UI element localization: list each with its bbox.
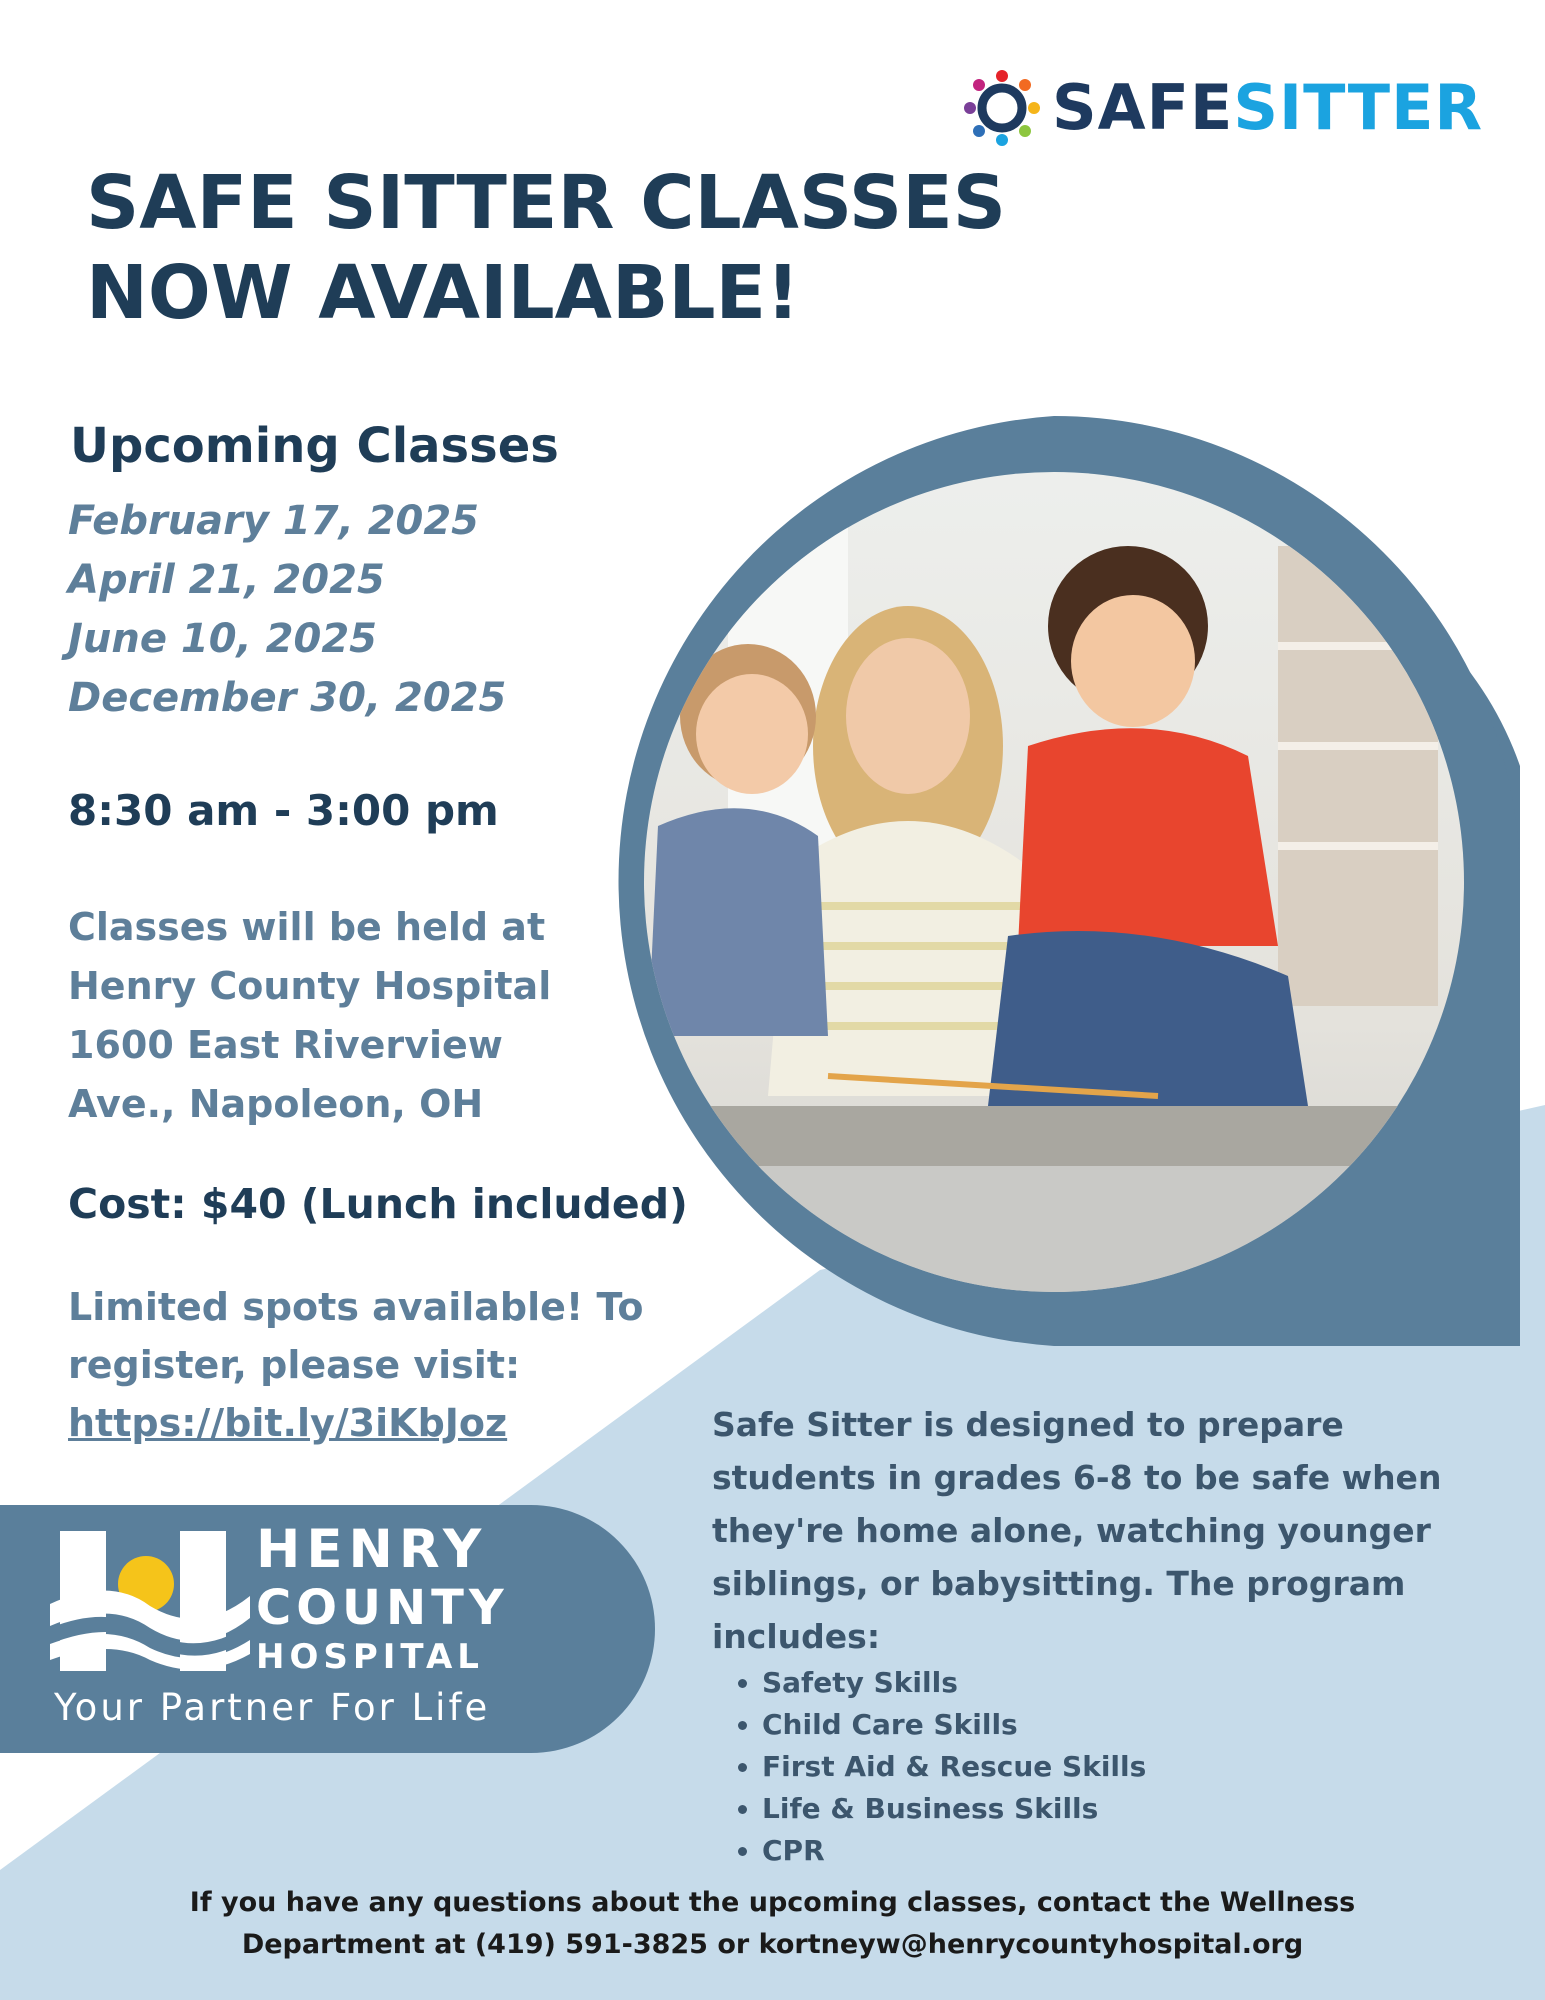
page-title bbox=[86, 158, 1006, 338]
class-dates-list bbox=[68, 492, 506, 728]
hospital-name-line-2: COUNTY bbox=[256, 1580, 509, 1636]
skill-item: • First Aid & Rescue Skills bbox=[762, 1746, 1146, 1788]
logo-word-safe: SAFE bbox=[1052, 71, 1234, 144]
class-date: December 30, 2025 bbox=[68, 675, 507, 721]
contact-line-2: Department at (419) 591-3825 or kortneyw@henrycountyhospital.org bbox=[241, 1929, 1304, 1960]
skill-item: • Safety Skills bbox=[762, 1662, 1146, 1704]
skill-item: • Child Care Skills bbox=[762, 1704, 1146, 1746]
headline-line-2: NOW AVAILABLE! bbox=[86, 250, 800, 336]
headline-line-1: SAFE SITTER CLASSES bbox=[86, 160, 1007, 246]
contact-line-1: If you have any questions about the upcoming classes, contact the Wellness bbox=[189, 1887, 1356, 1918]
photo-frame bbox=[588, 416, 1520, 1348]
skills-list bbox=[732, 1662, 1146, 1872]
logo-word-sitter: SITTER bbox=[1233, 71, 1484, 144]
hospital-name-line-3: HOSPITAL bbox=[256, 1637, 484, 1677]
hospital-name-line-1: HENRY bbox=[256, 1519, 488, 1580]
program-description: Safe Sitter is designed to prepare students in grades 6-8 to be safe when they're home alone, watching younger siblings, or babysitting. The program includes: bbox=[712, 1405, 1442, 1656]
hospital-name bbox=[256, 1520, 509, 1678]
register-line-2: register, please visit: bbox=[68, 1343, 521, 1387]
class-time: 8:30 am - 3:00 pm bbox=[68, 786, 499, 835]
class-date: April 21, 2025 bbox=[68, 557, 385, 603]
contact-info bbox=[0, 1882, 1545, 1966]
hospital-tagline: Your Partner For Life bbox=[54, 1686, 491, 1729]
location-line: Ave., Napoleon, OH bbox=[68, 1082, 484, 1126]
registration-info bbox=[68, 1278, 643, 1452]
class-date: February 17, 2025 bbox=[68, 498, 480, 544]
class-cost: Cost: $40 (Lunch included) bbox=[68, 1180, 688, 1228]
location-line: 1600 East Riverview bbox=[68, 1023, 503, 1067]
safe-sitter-emblem-icon bbox=[962, 68, 1042, 148]
location-line: Classes will be held at bbox=[68, 905, 546, 949]
upcoming-classes-heading: Upcoming Classes bbox=[70, 418, 559, 474]
registration-link[interactable]: https://bit.ly/3iKbJoz bbox=[68, 1401, 508, 1445]
location-line: Henry County Hospital bbox=[68, 964, 552, 1008]
skill-item: • Life & Business Skills bbox=[762, 1788, 1146, 1830]
register-line-1: Limited spots available! To bbox=[68, 1285, 644, 1329]
skill-item: • CPR bbox=[762, 1830, 1146, 1872]
hospital-h-logo-icon bbox=[50, 1526, 250, 1676]
safe-sitter-logo bbox=[962, 68, 1483, 148]
class-date: June 10, 2025 bbox=[68, 616, 378, 662]
class-location bbox=[68, 898, 551, 1134]
